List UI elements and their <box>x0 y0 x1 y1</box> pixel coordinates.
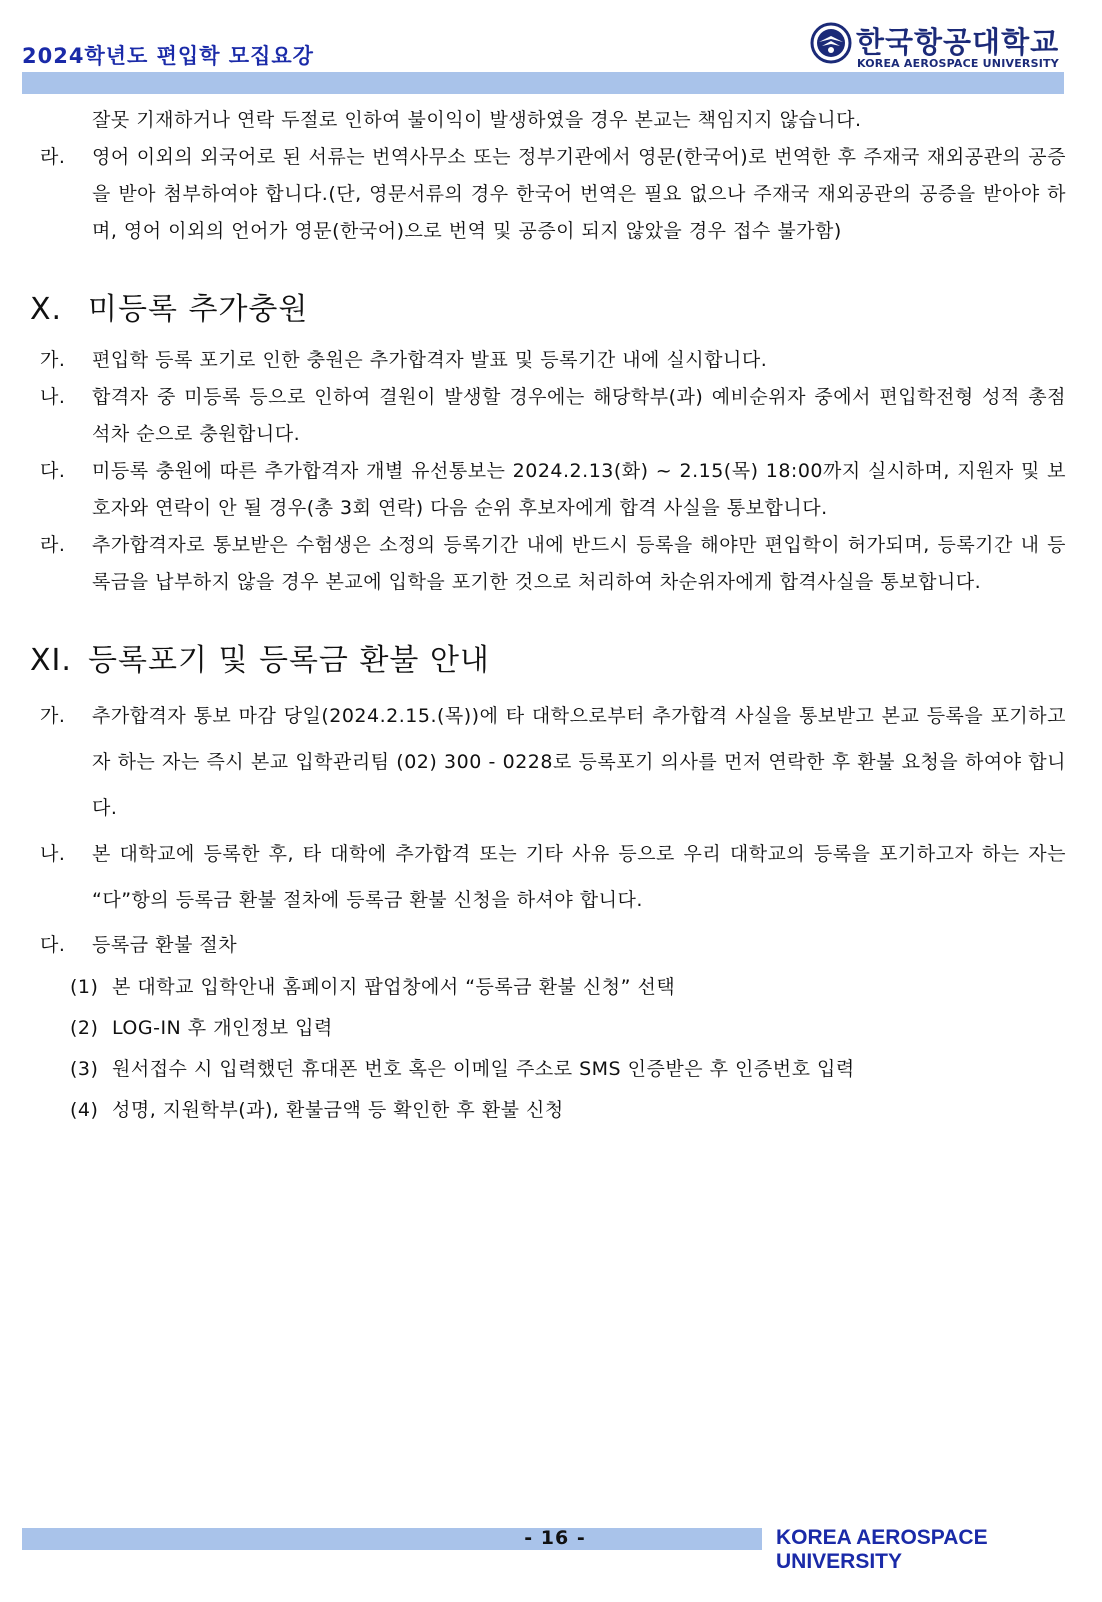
header-bar <box>22 72 1064 94</box>
footer-university-name: KOREA AEROSPACE UNIVERSITY <box>776 1526 988 1573</box>
section-number: Ⅹ. <box>30 292 63 327</box>
procedure-step <box>30 1008 1066 1049</box>
list-item-label: 다. <box>40 460 66 482</box>
list-item-label: 라. <box>40 534 66 556</box>
list-item-label: 가. <box>40 349 66 371</box>
section-10 <box>30 290 1066 601</box>
list-item <box>30 693 1066 831</box>
document-header-title: 2024학년도 편입학 모집요강 <box>22 44 314 68</box>
procedure-step <box>30 1090 1066 1131</box>
list-item-text: 편입학 등록 포기로 인한 충원은 추가합격자 발표 및 등록기간 내에 실시합니다. <box>92 349 768 371</box>
procedure-step-text: LOG-IN 후 개인정보 입력 <box>112 1017 333 1039</box>
section-11 <box>30 641 1066 1131</box>
section-heading <box>30 290 1066 330</box>
list-item <box>30 527 1066 601</box>
procedure-step-label: (3) <box>70 1058 99 1080</box>
section-title: 등록포기 및 등록금 환불 안내 <box>88 643 490 678</box>
logo-english-name: KOREA AEROSPACE UNIVERSITY <box>857 57 1059 70</box>
list-item-text: 미등록 충원에 따른 추가합격자 개별 유선통보는 2024.2.13(화) ~ 2.15(목) 18:00까지 실시하며, 지원자 및 보호자와 연락이 안 될 경우(총 3회 연락) 다음 순위 후보자에게 합격 사실을 통보합니다. <box>92 460 1066 519</box>
university-emblem-icon <box>810 22 852 64</box>
section-title: 미등록 추가충원 <box>88 292 309 327</box>
list-item <box>30 342 1066 379</box>
list-item-text: 본 대학교에 등록한 후, 타 대학에 추가합격 또는 기타 사유 등으로 우리 대학교의 등록을 포기하고자 하는 자는 “다”항의 등록금 환불 절차에 등록금 환불 신청을 하셔야 합니다. <box>92 843 1066 911</box>
procedure-step-text: 본 대학교 입학안내 홈페이지 팝업창에서 “등록금 환불 신청” 선택 <box>112 976 676 998</box>
university-logo <box>810 20 1070 74</box>
procedure-step-text: 원서접수 시 입력했던 휴대폰 번호 혹은 이메일 주소로 SMS 인증받은 후 인증번호 입력 <box>112 1058 855 1080</box>
list-item <box>30 831 1066 923</box>
list-item-label: 다. <box>40 934 66 956</box>
list-item <box>30 139 1066 250</box>
list-item-text: 영어 이외의 외국어로 된 서류는 번역사무소 또는 정부기관에서 영문(한국어)로 번역한 후 주재국 재외공관의 공증을 받아 첨부하여야 합니다.(단, 영문서류의 경우 한국어 번역은 필요 없으나 주재국 재외공관의 공증을 받아야 하며, 영어 이외의 언어가 영문(한국어)으로 번역 및 공증이 되지 않았을 경우 접수 불가함) <box>92 146 1066 242</box>
document-body <box>30 102 1066 1131</box>
list-item-label: 나. <box>40 386 66 408</box>
procedure-step-label: (2) <box>70 1017 99 1039</box>
list-item-text: 추가합격자 통보 마감 당일(2024.2.15.(목))에 타 대학으로부터 추가합격 사실을 통보받고 본교 등록을 포기하고자 하는 자는 즉시 본교 입학관리팀 (02) 300 - 0228로 등록포기 의사를 먼저 연락한 후 환불 요청을 하여야 합니다. <box>92 705 1066 819</box>
list-item-label: 가. <box>40 705 66 727</box>
section-number: XI. <box>30 643 72 678</box>
page-number: - 16 - <box>524 1527 586 1549</box>
logo-korean-name: 한국항공대학교 <box>856 25 1060 59</box>
list-item-text: 합격자 중 미등록 등으로 인하여 결원이 발생할 경우에는 해당학부(과) 예비순위자 중에서 편입학전형 성적 총점 석차 순으로 충원합니다. <box>92 386 1066 445</box>
procedure-step <box>30 1049 1066 1090</box>
list-item-text: 등록금 환불 절차 <box>92 934 238 956</box>
list-item-label: 나. <box>40 843 66 865</box>
list-item-label: 라. <box>40 146 66 168</box>
procedure-step <box>30 967 1066 1008</box>
footer-bar <box>22 1528 762 1550</box>
procedure-step-label: (1) <box>70 976 99 998</box>
list-item <box>30 453 1066 527</box>
procedure-step-label: (4) <box>70 1099 99 1121</box>
section-heading <box>30 641 1066 681</box>
paragraph-continuation: 잘못 기재하거나 연락 두절로 인하여 불이익이 발생하였을 경우 본교는 책임지지 않습니다. <box>92 109 862 131</box>
list-item-text: 추가합격자로 통보받은 수험생은 소정의 등록기간 내에 반드시 등록을 해야만 편입학이 허가되며, 등록기간 내 등록금을 납부하지 않을 경우 본교에 입학을 포기한 것으로 처리하여 차순위자에게 합격사실을 통보합니다. <box>92 534 1066 593</box>
list-item <box>30 379 1066 453</box>
procedure-step-text: 성명, 지원학부(과), 환불금액 등 확인한 후 환불 신청 <box>112 1099 564 1121</box>
list-item <box>30 923 1066 967</box>
